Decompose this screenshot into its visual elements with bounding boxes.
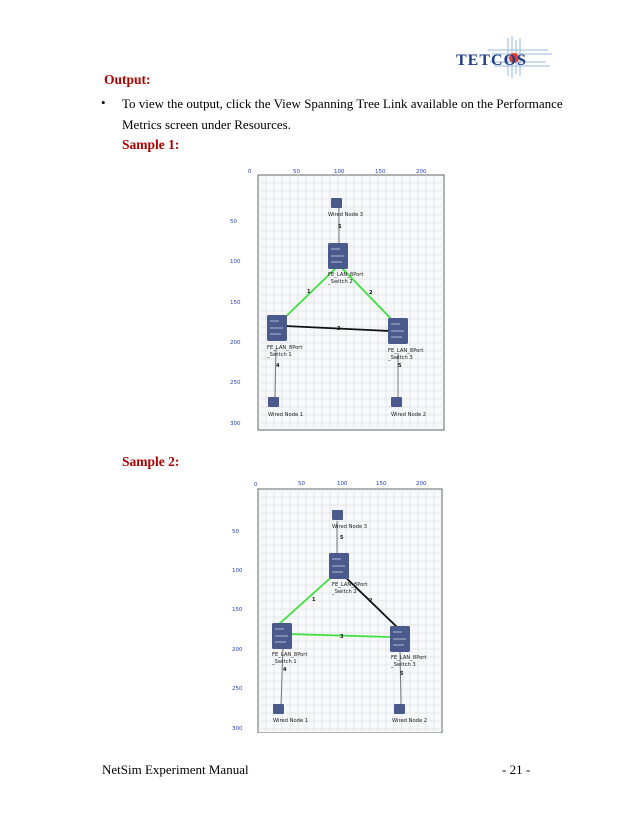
switch-2-label-2: _Switch 2: [328, 279, 353, 285]
wired-node-3-label: Wired Node 3: [332, 524, 368, 530]
link-label-1: 1: [307, 289, 311, 295]
y-tick-150: 150: [230, 300, 241, 306]
x-tick-0: 0: [254, 482, 258, 488]
sample-1-heading: Sample 1:: [122, 137, 180, 152]
footer-manual-title: NetSim Experiment Manual: [102, 762, 249, 777]
link-label-1: 1: [312, 597, 316, 603]
y-tick-150: 150: [232, 607, 243, 613]
wired-node-2-label: Wired Node 2: [392, 718, 428, 724]
wired-node-1-icon: [273, 704, 284, 714]
bullet-point: •: [101, 95, 106, 110]
switch-3-label-1: FE_LAN_8Port: [388, 348, 424, 354]
wired-node-3-id: 5: [338, 224, 342, 230]
x-tick-150: 150: [376, 481, 387, 487]
link-label-3: 3: [337, 326, 341, 332]
link-label-2: 2: [369, 290, 373, 296]
x-tick-50: 50: [293, 169, 300, 175]
y-tick-100: 100: [232, 568, 243, 574]
switch-1-label-2: _Switch 1: [267, 352, 292, 358]
switch-3-label-2: _Switch 3: [388, 355, 413, 361]
logo-text: TETCOS: [456, 52, 527, 69]
switch-1-label-1: FE_LAN_8Port: [272, 652, 308, 658]
y-tick-300: 300: [232, 726, 243, 732]
x-tick-150: 150: [375, 169, 386, 175]
y-tick-300: 300: [230, 421, 241, 427]
wired-node-3-id: 5: [340, 535, 344, 541]
switch-2-label-1: FE_LAN_8Port: [328, 272, 364, 278]
x-tick-200: 200: [416, 481, 427, 487]
wired-node-3-icon: [331, 198, 342, 208]
x-tick-100: 100: [334, 169, 345, 175]
y-tick-50: 50: [232, 529, 239, 535]
wired-node-2-label: Wired Node 2: [391, 412, 427, 418]
y-tick-250: 250: [232, 686, 243, 692]
y-tick-100: 100: [230, 259, 241, 265]
y-tick-250: 250: [230, 380, 241, 386]
link-label-3: 3: [340, 634, 344, 640]
wired-node-3-label: Wired Node 3: [328, 212, 364, 218]
instruction-line-2: Metrics screen under Resources.: [122, 117, 291, 132]
switch-3-label-2: _Switch 3: [391, 662, 416, 668]
switch-1-label-2: _Switch 1: [272, 659, 297, 665]
x-tick-50: 50: [298, 481, 305, 487]
switch-1-port: 4: [283, 667, 287, 673]
wired-node-1-label: Wired Node 1: [268, 412, 304, 418]
x-tick-100: 100: [337, 481, 348, 487]
wired-node-1-icon: [268, 397, 279, 407]
switch-2-label-1: FE_LAN_8Port: [332, 582, 368, 588]
switch-3-port: 5: [400, 671, 404, 677]
x-tick-0: 0: [248, 169, 252, 175]
y-tick-50: 50: [230, 219, 237, 225]
switch-3-label-1: FE_LAN_8Port: [391, 655, 427, 661]
footer-page-number: - 21 -: [502, 762, 531, 777]
y-tick-200: 200: [232, 647, 243, 653]
x-tick-200: 200: [416, 169, 427, 175]
wired-node-2-icon: [391, 397, 402, 407]
switch-2-label-2: _Switch 2: [332, 589, 357, 595]
switch-1-label-1: FE_LAN_8Port: [267, 345, 303, 351]
spanning-tree-figure-2: [232, 475, 444, 733]
switch-3-port: 5: [398, 363, 402, 369]
y-tick-200: 200: [230, 340, 241, 346]
spanning-tree-figure-1: [230, 163, 446, 431]
wired-node-1-label: Wired Node 1: [273, 718, 309, 724]
switch-1-port: 4: [276, 363, 280, 369]
output-heading: Output:: [104, 72, 151, 87]
sample-2-heading: Sample 2:: [122, 454, 180, 469]
wired-node-2-icon: [394, 704, 405, 714]
wired-node-3-icon: [332, 510, 343, 520]
instruction-line-1: To view the output, click the View Spanning Tree Link available on the Performance: [122, 96, 563, 111]
link-label-2: 2: [369, 598, 373, 604]
